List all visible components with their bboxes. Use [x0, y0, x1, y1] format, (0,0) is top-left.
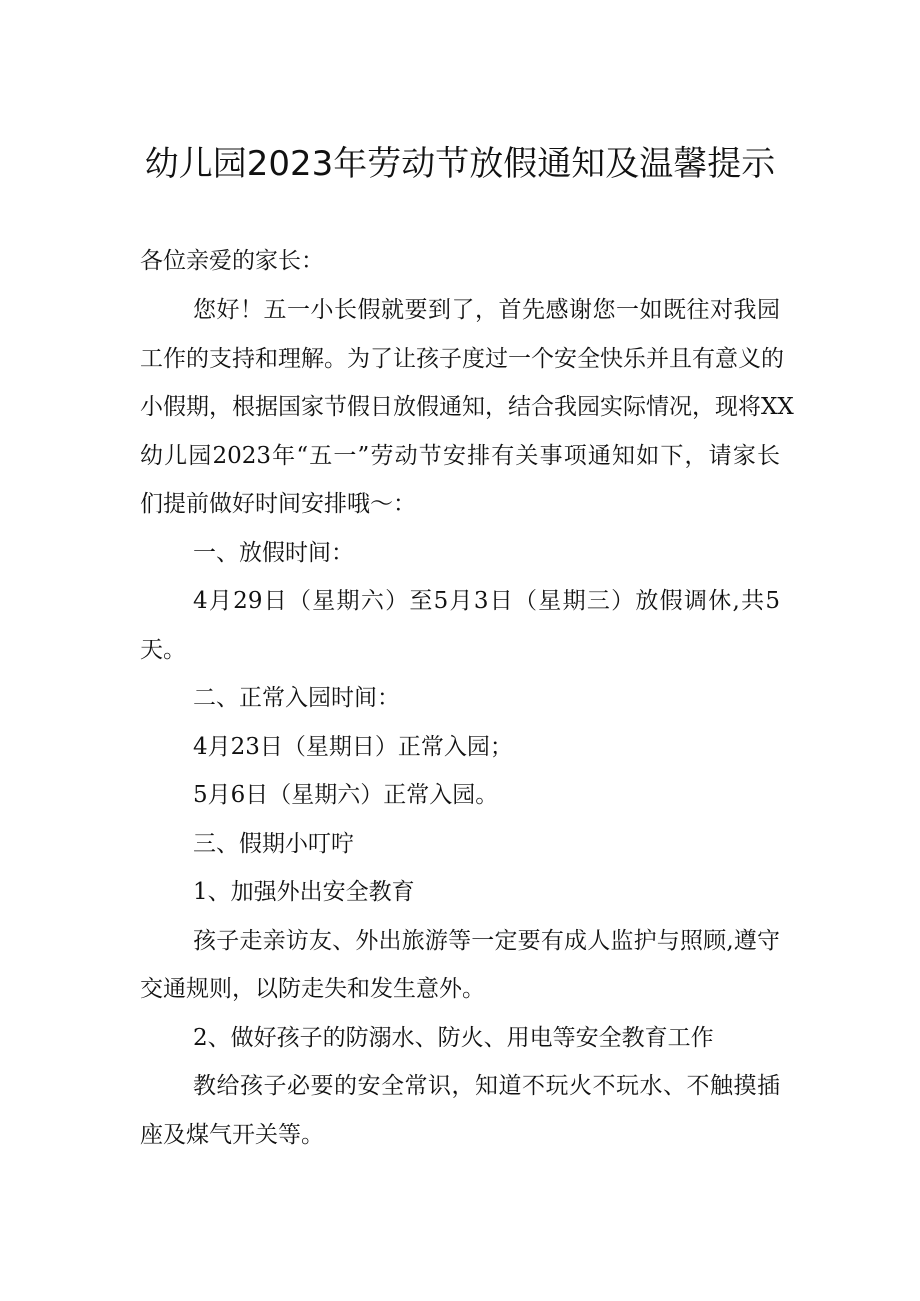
reminder-1-heading: 1、加强外出安全教育 — [193, 879, 415, 905]
vacation-dates-line-2: 天。 — [140, 637, 186, 663]
intro-line-2: 工作的支持和理解。为了让孩子度过一个安全快乐并且有意义的 — [140, 346, 784, 372]
intro-line-3: 小假期，根据国家节假日放假通知，结合我园实际情况，现将XX — [140, 394, 794, 420]
reminder-1-line-1: 孩子走亲访友、外出旅游等一定要有成人监护与照顾,遵守 — [193, 928, 780, 954]
reminder-1-line-2: 交通规则，以防走失和发生意外。 — [140, 976, 485, 1002]
section-heading-vacation: 一、放假时间： — [193, 540, 354, 566]
reminder-2-line-1: 教给孩子必要的安全常识，知道不玩火不玩水、不触摸插 — [193, 1073, 780, 1099]
reminder-2-heading: 2、做好孩子的防溺水、防火、用电等安全教育工作 — [193, 1025, 714, 1051]
school-day-1: 4月23日（星期日）正常入园； — [193, 734, 513, 760]
greeting: 各位亲爱的家长： — [140, 248, 324, 274]
school-day-2: 5月6日（星期六）正常入园。 — [193, 782, 499, 808]
vacation-dates-line-1: 4月29日（星期六）至5月3日（星期三）放假调休,共5 — [193, 588, 780, 614]
section-heading-reminders: 三、假期小叮咛 — [193, 831, 354, 857]
document-title: 幼儿园2023年劳动节放假通知及温馨提示 — [144, 144, 776, 184]
section-heading-school-days: 二、正常入园时间： — [193, 685, 400, 711]
intro-line-4: 幼儿园2023年“五一”劳动节安排有关事项通知如下，请家长 — [140, 443, 780, 469]
reminder-2-line-2: 座及煤气开关等。 — [140, 1122, 324, 1148]
intro-line-5: 们提前做好时间安排哦～： — [140, 491, 416, 517]
intro-line-1: 您好！五一小长假就要到了，首先感谢您一如既往对我园 — [193, 297, 780, 323]
